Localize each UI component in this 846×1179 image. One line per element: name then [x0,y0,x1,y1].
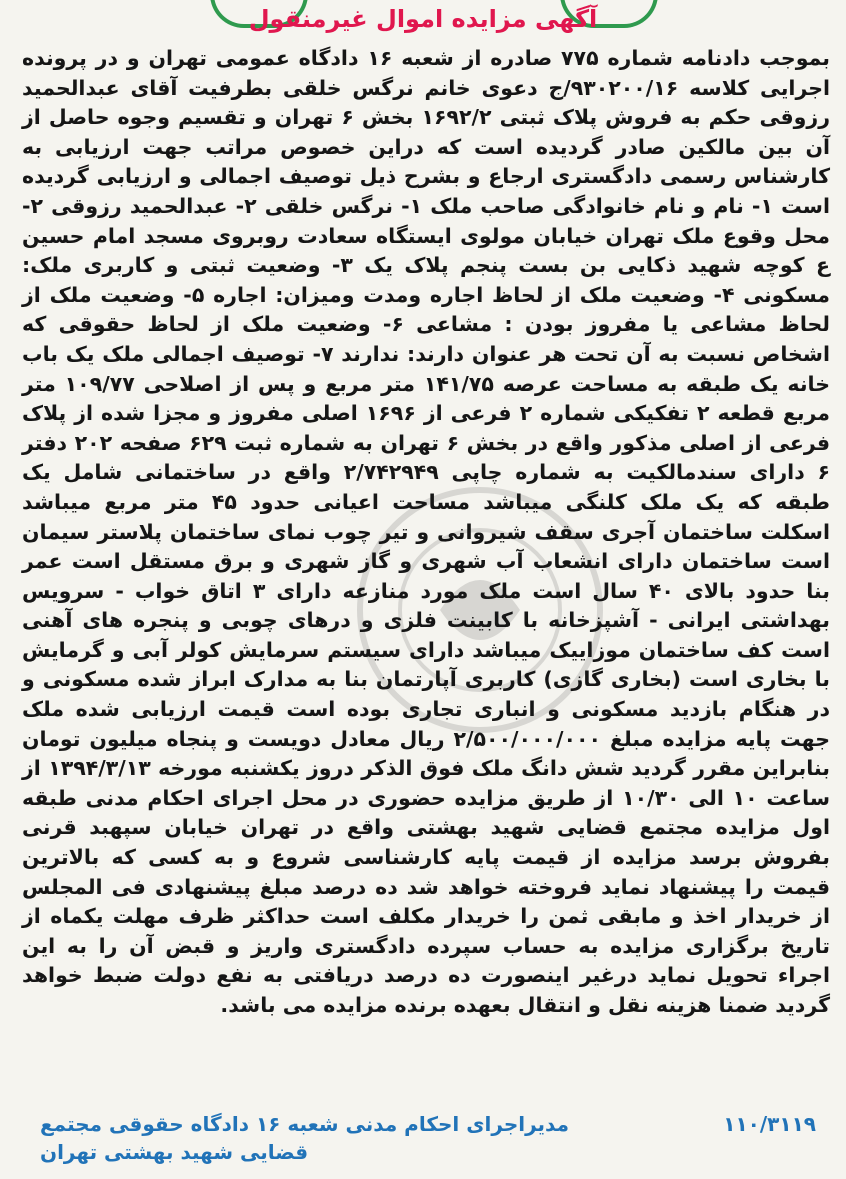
ad-code: ۱۱۰/۳۱۱۹ [723,1112,816,1136]
ad-title: آگهی مزایده اموال غیرمنقول [248,5,598,33]
ad-body: بموجب دادنامه شماره ۷۷۵ صادره از شعبه ۱۶ دادگاه عمومی تهران و در پرونده اجرایی کلاسه ۹۳۰۲۰۰/۱۶/ج دعوی خانم نرگس خلقی بطرفیت آقای عبدالحمید رزوقی حکم به فروش پلاک ثبتی ۱۶۹۲/۲ بخش ۶ تهران و تقسیم وجوه حاصل از آن بین مالکین صادر گردیده است که دراین خصوص مراتب جهت ارزیابی به کارشناس رسمی دادگستری ارجاع و بشرح ذیل توصیف اجمالی و ارزیابی گردیده است ۱- نام و نام خانوادگی صاحب ملک ۱- نرگس خلقی ۲- عبدالحمید رزوقی ۲- محل وقوع ملک تهران خیابان مولوی ایستگاه سعادت روبروی مسجد امام حسین ع کوچه شهید ذکایی بن بست پنجم پلاک یک ۳- وضعیت ثبتی و کاربری ملک: مسکونی ۴- وضعیت ملک از لحاظ اجاره ومدت ومیزان: اجاره ۵- وضعیت ملک از لحاظ مشاعی یا مفروز بودن : مشاعی ۶- وضعیت ملک از لحاظ حقوقی که اشخاص نسبت به آن تحت هر عنوان دارند: ندارند ۷- توصیف اجمالی ملک یک باب خانه یک طبقه به مساحت عرصه ۱۴۱/۷۵ متر مربع و پس از اصلاحی ۱۰۹/۷۷ متر مربع قطعه ۲ تفکیکی شماره ۲ فرعی از ۱۶۹۶ اصلی مفروز و مجزا شده از پلاک فرعی از اصلی مذکور واقع در بخش ۶ تهران به شماره ثبت ۶۲۹ صفحه ۲۰۲ دفتر ۶ دارای سندمالکیت به شماره چاپی ۲/۷۴۲۹۴۹ واقع در ساختمانی شامل یک طبقه که یک ملک کلنگی میباشد مساحت اعیانی حدود ۴۵ متر مربع میباشد اسکلت ساختمان آجری سقف شیروانی و تیر چوب نمای ساختمان پلاستر سیمان است ساختمان دارای انشعاب آب شهری و گاز شهری و برق مستقل است عمر بنا حدود بالای ۴۰ سال است ملک مورد منازعه دارای ۳ اتاق خواب - سرویس بهداشتی ایرانی - آشپزخانه با کابینت فلزی و درهای چوبی و پنجره های آهنی است کف ساختمان موزاییک میباشد دارای سیستم سرمایش کولر آبی و گرمایش با بخاری است (بخاری گازی) کاربری آپارتمان بنا به مدارک ابراز شده مسکونی و در هنگام بازدید مسکونی و انباری تجاری بوده است قیمت ارزیابی شده ملک جهت پایه مزایده مبلغ ۲/۵۰۰/۰۰۰/۰۰۰ ریال معادل دویست و پنجاه میلیون تومان بنابراین مقرر گردید شش دانگ ملک فوق الذکر دروز یکشنبه مورخه ۱۳۹۴/۳/۱۳ از ساعت ۱۰ الی ۱۰/۳۰ از طریق مزایده حضوری در محل اجرای احکام مدنی طبقه اول مزایده مجتمع قضایی شهید بهشتی واقع در تهران خیابان سپهبد قرنی بفروش برسد مزایده از قیمت پایه کارشناسی شروع و به کسی که بالاترین قیمت را پیشنهاد نماید فروخته خواهد شد ده درصد مبلغ پیشنهادی فی المجلس از خریدار اخذ و مابقی ثمن را خریدار مکلف است حداکثر ظرف مهلت یکماه از تاریخ برگزاری مزایده به حساب سپرده دادگستری واریز و قبض آن را به این اجراء تحویل نماید درغیر اینصورت ده درصد دریافتی به نفع دولت ضبط خواهد گردید ضمنا هزینه نقل و انتقال بعهده برنده مزایده می باشد. [22,46,831,1017]
signature-line-1: مدیراجرای احکام مدنی شعبه ۱۶ دادگاه حقوقی مجتمع [40,1112,569,1136]
ad-footer [40,1110,816,1166]
signature-line-2: قضایی شهید بهشتی تهران [40,1140,309,1164]
